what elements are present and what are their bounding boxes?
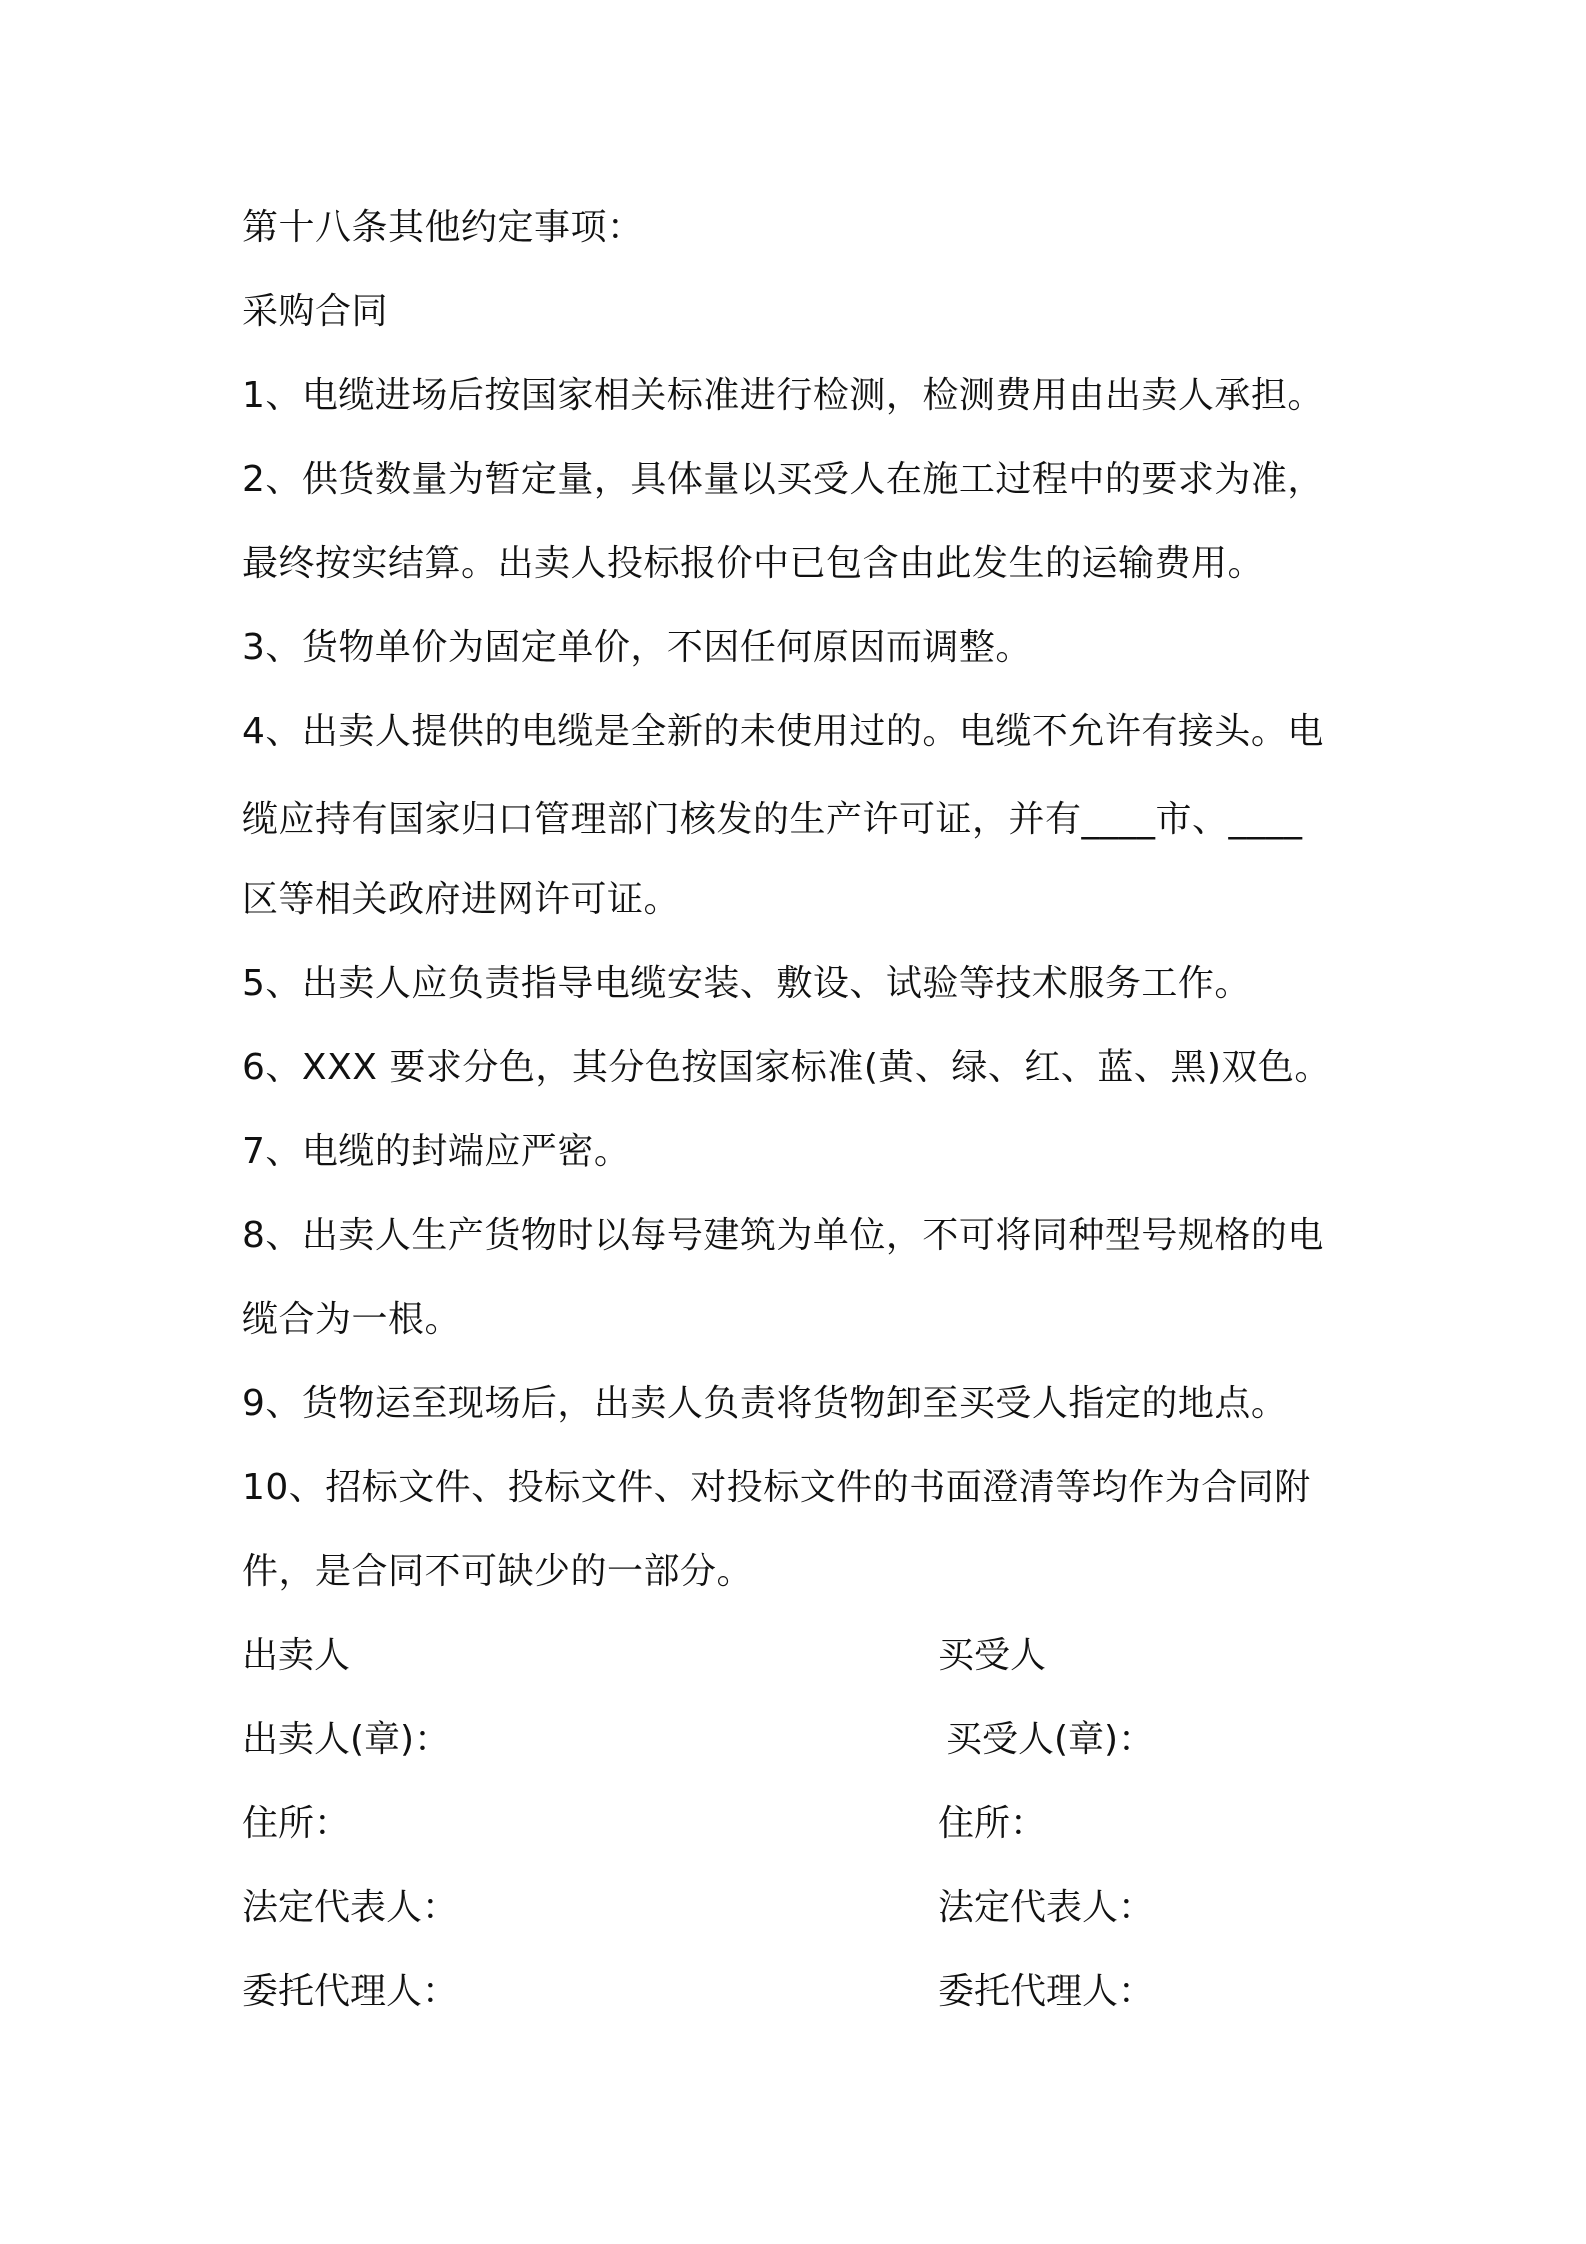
clause-line: 1、电缆进场后按国家相关标准进行检测，检测费用由出卖人承担。 [242, 375, 1324, 416]
clause-line: 最终按实结算。出卖人投标报价中已包含由此发生的运输费用。 [242, 543, 1265, 584]
buyer-title: 买受人 [938, 1635, 1047, 1676]
buyer-legal-rep-label: 法定代表人： [938, 1887, 1155, 1928]
clause-line: 4、出卖人提供的电缆是全新的未使用过的。电缆不允许有接头。电 [242, 711, 1324, 752]
contract-title: 采购合同 [242, 291, 389, 332]
clause-line: 5、出卖人应负责指导电缆安装、敷设、试验等技术服务工作。 [242, 963, 1251, 1004]
seller-stamp-label: 出卖人(章)： [242, 1719, 451, 1760]
buyer-agent-label: 委托代理人： [938, 1971, 1155, 2012]
clause-line: 2、供货数量为暂定量，具体量以买受人在施工过程中的要求为准， [242, 459, 1324, 500]
clause-line: 10、招标文件、投标文件、对投标文件的书面澄清等均作为合同附 [242, 1467, 1311, 1508]
seller-address-label: 住所： [242, 1803, 351, 1844]
seller-legal-rep-label: 法定代表人： [242, 1887, 459, 1928]
seller-title: 出卖人 [242, 1635, 351, 1676]
clause-line: 7、电缆的封端应严密。 [242, 1131, 631, 1172]
buyer-stamp-label: 买受人(章)： [946, 1719, 1155, 1760]
clause-line: 件，是合同不可缺少的一部分。 [242, 1551, 754, 1592]
buyer-address-label: 住所： [938, 1803, 1047, 1844]
clause-line: 9、货物运至现场后，出卖人负责将货物卸至买受人指定的地点。 [242, 1383, 1288, 1424]
clause-line: 缆应持有国家归口管理部门核发的生产许可证，并有____市、____ [242, 799, 1303, 840]
article-heading: 第十八条其他约定事项： [242, 207, 644, 248]
clause-line: 区等相关政府进网许可证。 [242, 879, 681, 920]
clause-line: 6、XXX 要求分色，其分色按国家标准(黄、绿、红、蓝、黑)双色。 [242, 1047, 1331, 1088]
seller-agent-label: 委托代理人： [242, 1971, 459, 2012]
clause-line: 3、货物单价为固定单价，不因任何原因而调整。 [242, 627, 1032, 668]
clause-line: 8、出卖人生产货物时以每号建筑为单位，不可将同种型号规格的电 [242, 1215, 1324, 1256]
clause-line: 缆合为一根。 [242, 1299, 462, 1340]
